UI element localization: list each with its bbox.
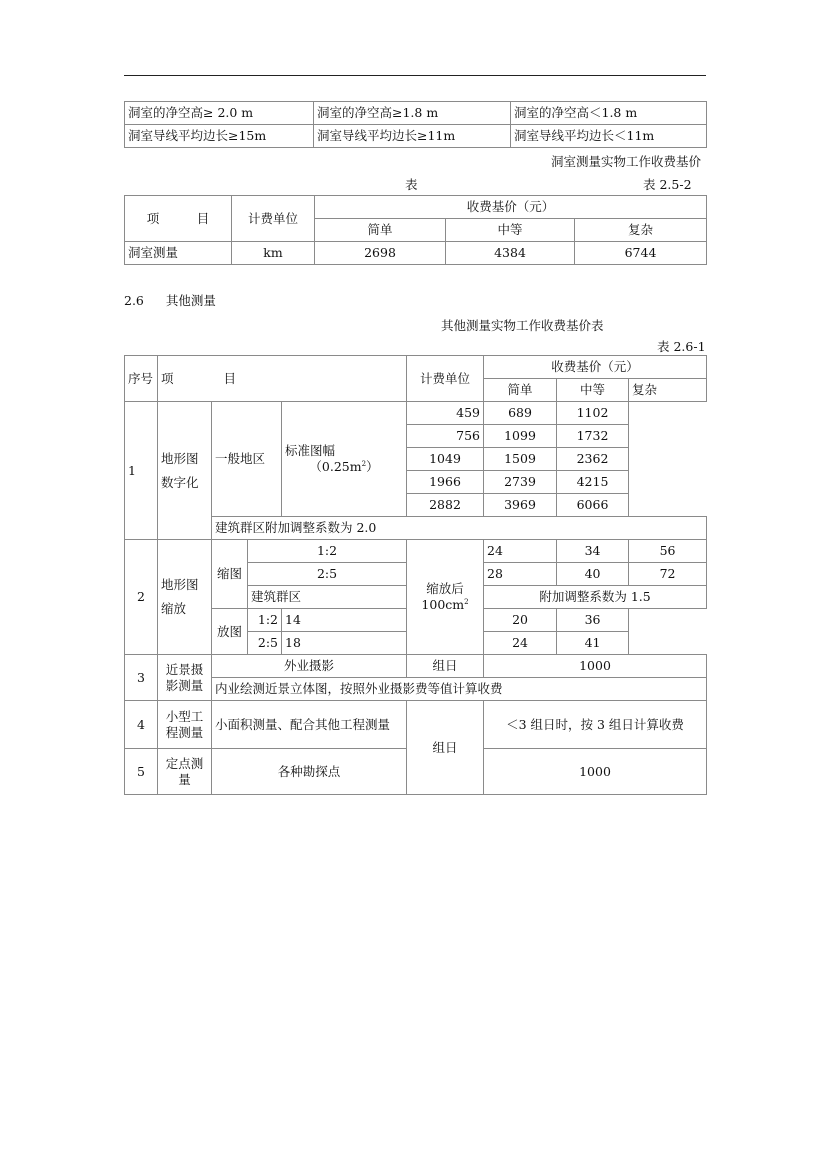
cave-table-title-cont: 表: [405, 177, 418, 192]
section-heading: [124, 291, 216, 309]
unit-label: 缩放后: [426, 581, 464, 596]
unit-label: 标准图幅: [285, 443, 336, 458]
item-name: 地形图数字化: [158, 402, 212, 540]
section-title: 其他测量: [165, 293, 216, 308]
table-row: [125, 102, 707, 125]
unit-cell: [282, 402, 407, 517]
cave-survey-table: [124, 195, 707, 265]
other-survey-table: [124, 355, 707, 795]
seq-cell: 2: [125, 540, 158, 655]
price-simple: 1966: [407, 471, 484, 494]
header-simple: 简单: [315, 219, 446, 242]
header-seq: 序号: [125, 356, 158, 402]
table-cell: 洞室的净空高≥ 2.0 m: [125, 102, 314, 125]
price-complex: 4215: [557, 471, 629, 494]
price-simple: 1049: [407, 448, 484, 471]
header-complex: 复杂: [629, 379, 707, 402]
price-simple: 14: [282, 609, 407, 632]
table-row: [125, 402, 707, 425]
table-row: [125, 655, 707, 678]
table-cell: 洞室导线平均边长≥11m: [314, 125, 511, 148]
table-cell: km: [232, 242, 315, 265]
header-simple: 简单: [484, 379, 557, 402]
unit-close: ）: [366, 459, 379, 474]
seq-cell: 4: [125, 701, 158, 749]
seq-cell: 1: [125, 402, 158, 540]
table-row: [125, 517, 707, 540]
building-note-cell: 附加调整系数为 1.5: [484, 586, 707, 609]
table-cell: 洞室测量: [125, 242, 232, 265]
table-row: [125, 356, 707, 379]
table-cell: 洞室导线平均边长＜11m: [511, 125, 707, 148]
price-medium: 1509: [484, 448, 557, 471]
price-complex: 56: [629, 540, 707, 563]
other-table-number: 表 2.6-1: [657, 339, 706, 354]
unit-sub: （0.25m: [309, 459, 362, 474]
unit-sup: 2: [464, 597, 469, 606]
price-medium: 24: [484, 632, 557, 655]
unit-sup: 2: [361, 459, 367, 468]
item-name: 小型工程测量: [158, 701, 212, 749]
header-price: 收费基价（元）: [315, 196, 707, 219]
value-cell: ＜3 组日时，按 3 组日计算收费: [484, 701, 707, 749]
table-row: [125, 242, 707, 265]
content-cell: 小面积测量、配合其他工程测量: [212, 701, 407, 749]
price-medium: 20: [484, 609, 557, 632]
item-name: 近景摄影测量: [158, 655, 212, 701]
price-simple: 18: [282, 632, 407, 655]
price-complex: 36: [557, 609, 629, 632]
price-simple: 24: [484, 540, 557, 563]
header-unit: 计费单位: [232, 196, 315, 242]
unit-cell: [407, 540, 484, 655]
price-complex: 41: [557, 632, 629, 655]
table-cell: 6744: [575, 242, 707, 265]
table-row: [125, 701, 707, 749]
scale-cell: 1:2: [248, 540, 407, 563]
price-simple: 28: [484, 563, 557, 586]
price-medium: 689: [484, 402, 557, 425]
header-item: 项 目: [158, 356, 407, 402]
table-row: [125, 678, 707, 701]
unit-cell: 组日: [407, 655, 484, 678]
header-unit: 计费单位: [407, 356, 484, 402]
scale-cell: 1:2: [248, 609, 282, 632]
area-cell: 一般地区: [212, 402, 282, 517]
value-cell: 1000: [484, 749, 707, 795]
price-medium: 1099: [484, 425, 557, 448]
item-name: 地形图缩放: [158, 540, 212, 655]
unit-sub: 100cm: [421, 597, 465, 612]
price-medium: 34: [557, 540, 629, 563]
price-simple: 2882: [407, 494, 484, 517]
scale-cell: 2:5: [248, 563, 407, 586]
price-complex: 6066: [557, 494, 629, 517]
table-row: [125, 125, 707, 148]
note-cell: 内业绘测近景立体图，按照外业摄影费等值计算收费: [212, 678, 707, 701]
other-table-title: 其他测量实物工作收费基价表: [441, 318, 604, 333]
building-area-cell: 建筑群区: [248, 586, 407, 609]
table-row: [125, 196, 707, 219]
header-item: 项 目: [125, 196, 232, 242]
content-cell: 各种勘探点: [212, 749, 407, 795]
table-cell: 洞室的净空高≥1.8 m: [314, 102, 511, 125]
header-complex: 复杂: [575, 219, 707, 242]
item-name: 定点测量: [158, 749, 212, 795]
cave-table-number: 表 2.5-2: [643, 177, 692, 192]
table-cell: 洞室导线平均边长≥15m: [125, 125, 314, 148]
price-complex: 2362: [557, 448, 629, 471]
scale-cell: 2:5: [248, 632, 282, 655]
seq-cell: 3: [125, 655, 158, 701]
price-complex: 1102: [557, 402, 629, 425]
value-cell: 1000: [484, 655, 707, 678]
header-price: 收费基价（元）: [484, 356, 707, 379]
field-cell: 外业摄影: [212, 655, 407, 678]
price-complex: 1732: [557, 425, 629, 448]
header-medium: 中等: [557, 379, 629, 402]
section-number: 2.6: [124, 293, 144, 308]
seq-cell: 5: [125, 749, 158, 795]
table-cell: 2698: [315, 242, 446, 265]
unit-cell: 组日: [407, 701, 484, 795]
price-medium: 3969: [484, 494, 557, 517]
table-row: [125, 540, 707, 563]
shrink-cell: 缩图: [212, 540, 248, 609]
cave-condition-table: [124, 101, 707, 148]
enlarge-cell: 放图: [212, 609, 248, 655]
price-medium: 40: [557, 563, 629, 586]
header-rule: [124, 75, 706, 76]
price-complex: 72: [629, 563, 707, 586]
table-cell: 洞室的净空高＜1.8 m: [511, 102, 707, 125]
cave-table-title: 洞室测量实物工作收费基价: [551, 154, 702, 169]
note-cell: 建筑群区附加调整系数为 2.0: [212, 517, 707, 540]
price-medium: 2739: [484, 471, 557, 494]
price-simple: 459: [407, 402, 484, 425]
header-medium: 中等: [446, 219, 575, 242]
table-cell: 4384: [446, 242, 575, 265]
price-simple: 756: [407, 425, 484, 448]
